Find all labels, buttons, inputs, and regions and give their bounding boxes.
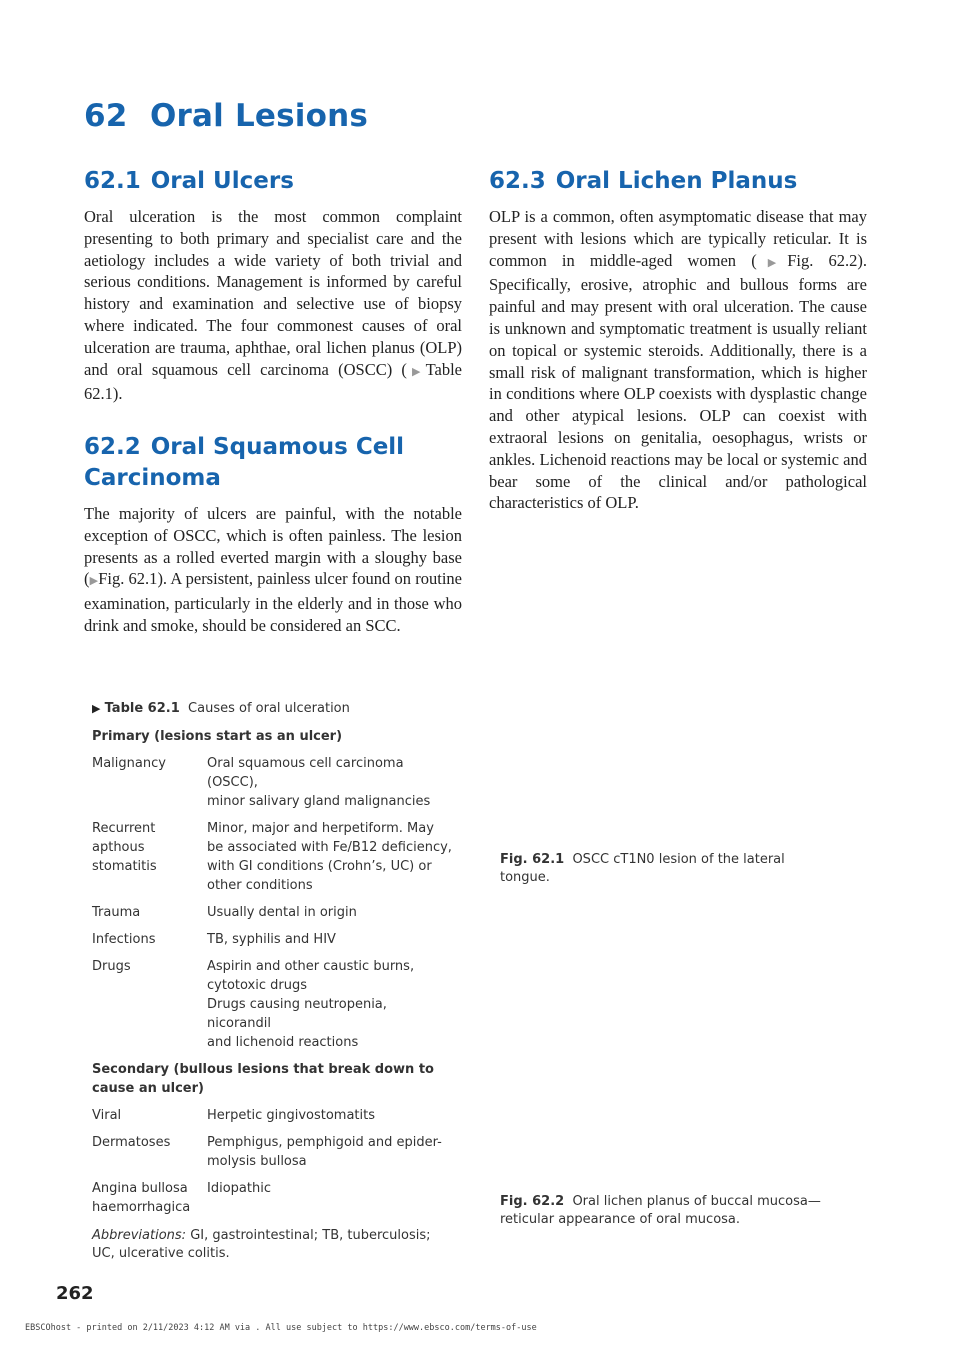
- chapter-title-text: Oral Lesions: [150, 98, 369, 134]
- figure-caption-text: OSCC cT1N0 lesion of the lateral tongue.: [500, 852, 785, 885]
- section-number: 62.2: [84, 434, 141, 460]
- section-heading: [84, 166, 462, 197]
- abbreviations-text: GI, gastrointestinal; TB, tuberculosis; UC, ulcerative colitis.: [92, 1228, 431, 1261]
- section-number: 62.3: [489, 168, 546, 194]
- table-cell-detail: Oral squamous cell carcinoma (OSCC), minor salivary gland malignancies: [207, 756, 431, 809]
- table-cell-detail: Pemphigus, pemphigoid and epider- molysis bullosa: [207, 1135, 442, 1169]
- page-number: 262: [56, 1283, 94, 1304]
- body-text-end: ). Specifically, erosive, atrophic and bullous forms are painful and may present with oral ulceration. The cause is unknown and symptomatic treatment is usually reliant on topical or systemic steroids. Additionally, there is a small risk of malignant transformation, which is higher in conditions where OLP coexists with dysplastic change and other atypical lesions. OLP can coexist with extraoral lesions on genitalia, oesophagus, wrists or ankles. Lichenoid reactions may be local or systemic and bear some of the clinical and/or pathological characteristics of OLP.: [489, 250, 867, 513]
- section-title-line2: Carcinoma: [84, 465, 221, 491]
- chapter-title: [84, 98, 368, 134]
- table-cell-cause: Drugs: [92, 959, 131, 974]
- section-title-line1: Oral Squamous Cell: [150, 434, 405, 460]
- table-cell-cause: Trauma: [92, 905, 141, 920]
- abbreviations-label: Abbreviations:: [92, 1228, 187, 1243]
- section-body: [84, 206, 462, 405]
- section-lichen-planus: [489, 166, 867, 514]
- table-cell-cause: Dermatoses: [92, 1135, 171, 1150]
- triangle-right-icon: ▶: [89, 575, 99, 588]
- table-cell-cause: Malignancy: [92, 756, 166, 771]
- table-cell-detail: TB, syphilis and HIV: [207, 932, 336, 947]
- body-text: The majority of ulcers are painful, with the notable exception of OSCC, which is often painless. The lesion presents as a rolled everted margin with a sloughy base (: [84, 504, 462, 589]
- table-caption-text: Causes of oral ulceration: [188, 701, 350, 716]
- table-cell-cause: Infections: [92, 932, 156, 947]
- table-row: [92, 903, 452, 930]
- section-oscc: [84, 432, 462, 637]
- table-row: [92, 1106, 452, 1133]
- table-section-header: Primary (lesions start as an ulcer): [92, 729, 343, 744]
- section-title: Oral Lichen Planus: [555, 168, 798, 194]
- triangle-right-icon: ▶: [406, 365, 426, 378]
- footer-note: EBSCOhost - printed on 2/11/2023 4:12 AM via . All use subject to https://www.ebsco.com/terms-of-use: [25, 1323, 537, 1333]
- figure-caption-62-2: [500, 1193, 830, 1229]
- table-cell-cause: Angina bullosa haemorrhagica: [92, 1181, 191, 1215]
- reference-text: Table 62.1: [84, 359, 462, 404]
- table-row: [92, 930, 452, 957]
- figure-label: Fig. 62.2: [500, 1194, 565, 1209]
- table-cell-detail: Usually dental in origin: [207, 905, 357, 920]
- chapter-number: 62: [84, 98, 128, 134]
- table-cell-detail: Herpetic gingivostomatits: [207, 1108, 376, 1123]
- table-causes-of-oral-ulceration: [92, 700, 452, 1263]
- section-title: Oral Ulcers: [150, 168, 294, 194]
- table-row: [92, 819, 452, 903]
- body-text-end: ). A persistent, painless ulcer found on routine examination, particularly in the elderly and in those who drink and smoke, should be considered an SCC.: [84, 569, 462, 635]
- table-cell-detail: Idiopathic: [207, 1181, 271, 1196]
- section-body: [84, 503, 462, 637]
- table-label: Table 62.1: [104, 701, 180, 716]
- section-heading: [489, 166, 867, 197]
- table-abbreviations: [92, 1227, 452, 1263]
- table-cell-detail: Aspirin and other caustic burns, cytotoxic drugs Drugs causing neutropenia, nicorandil and lichenoid reactions: [207, 959, 415, 1050]
- figure-reference-link[interactable]: [90, 569, 158, 588]
- body-text: Oral ulceration is the most common complaint presenting to both primary and specialist care and the aetiology includes a wide variety of both trivial and serious conditions. Management is informed by careful history and examination and selective use of biopsy where indicated. The four commonest causes of oral ulceration are trauma, aphthae, oral lichen planus (OLP) and oral squamous cell carcinoma (OSCC) (: [84, 207, 462, 379]
- triangle-right-icon: ▶: [756, 256, 788, 269]
- table-section-header: Secondary (bullous lesions that break down to cause an ulcer): [92, 1062, 434, 1096]
- body-text-end: ).: [112, 384, 123, 404]
- figure-label: Fig. 62.1: [500, 852, 565, 867]
- figure-caption-text: Oral lichen planus of buccal mucosa—reticular appearance of oral mucosa.: [500, 1194, 821, 1227]
- table-caption: [92, 700, 452, 718]
- section-number: 62.1: [84, 168, 141, 194]
- table-row: [92, 754, 452, 819]
- table: [92, 727, 452, 1225]
- table-cell-cause: Recurrent apthous stomatitis: [92, 821, 157, 874]
- figure-reference-link[interactable]: [757, 251, 858, 270]
- reference-text: Fig. 62.2: [787, 250, 858, 270]
- table-row: [92, 1179, 452, 1225]
- body-text: OLP is a common, often asymptomatic disease that may present with lesions which are typically reticular. It is common in middle-aged women (: [489, 207, 867, 270]
- reference-text: Fig. 62.1: [98, 569, 158, 589]
- table-row: [92, 1133, 452, 1179]
- figure-caption-62-1: [500, 851, 830, 887]
- triangle-right-icon: ▶: [92, 702, 101, 715]
- table-row: [92, 957, 452, 1060]
- table-cell-cause: Viral: [92, 1108, 122, 1123]
- table-cell-detail: Minor, major and herpetiform. May be associated with Fe/B12 deficiency, with GI conditions (Crohn’s, UC) or other conditions: [207, 821, 452, 893]
- section-heading: [84, 432, 462, 494]
- section-body: [489, 206, 867, 514]
- section-oral-ulcers: [84, 166, 462, 405]
